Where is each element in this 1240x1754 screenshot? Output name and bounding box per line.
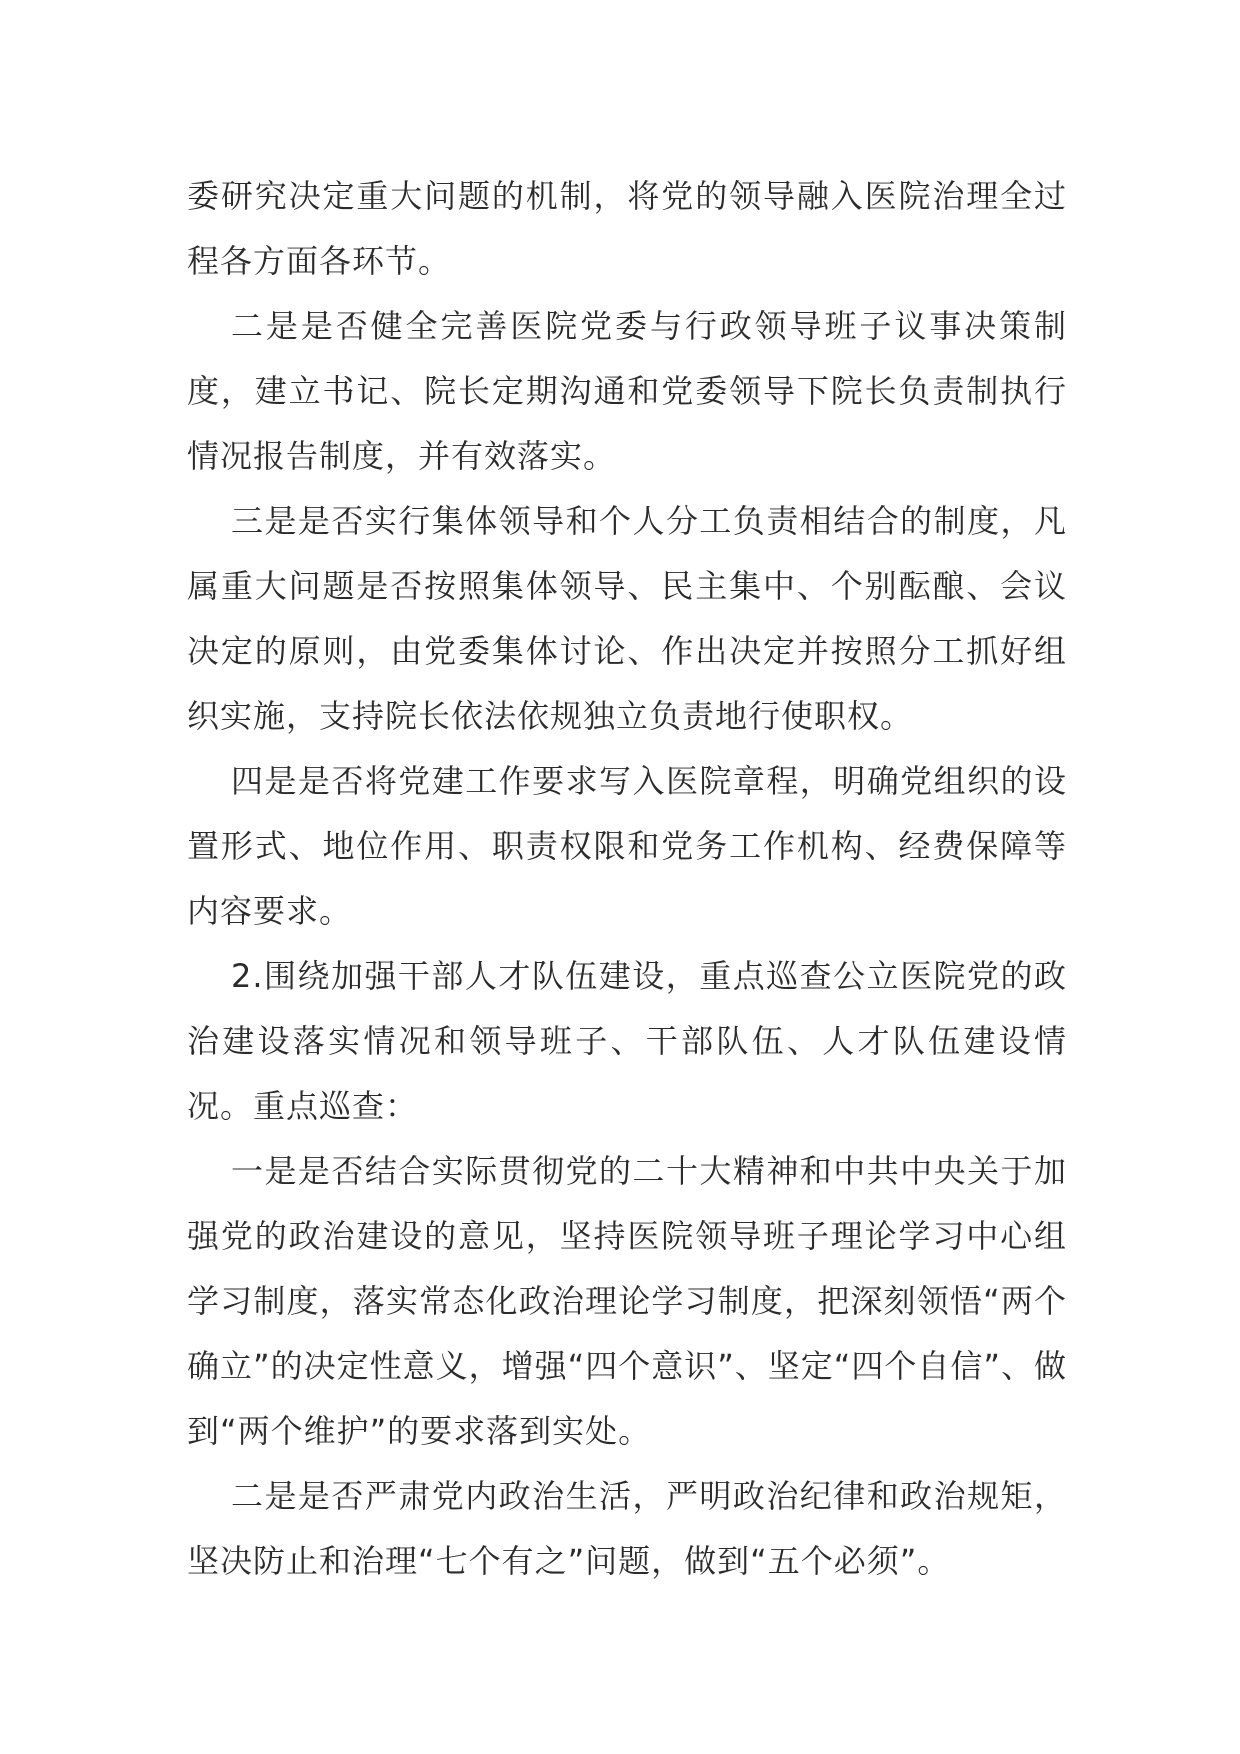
- paragraph-5: 2.围绕加强干部人才队伍建设，重点巡查公立医院党的政治建设落实情况和领导班子、干部队伍、人才队伍建设情况。重点巡查：: [187, 957, 1067, 1125]
- paragraph-4: 四是是否将党建工作要求写入医院章程，明确党组织的设置形式、地位作用、职责权限和党务工作机构、经费保障等内容要求。: [187, 762, 1067, 930]
- document-body: [187, 164, 1067, 1594]
- paragraph-1: 委研究决定重大问题的机制，将党的领导融入医院治理全过程各方面各环节。: [187, 177, 1067, 280]
- paragraph-6: 一是是否结合实际贯彻党的二十大精神和中共中央关于加强党的政治建设的意见，坚持医院领导班子理论学习中心组学习制度，落实常态化政治理论学习制度，把深刻领悟“两个确立”的决定性意义，增强“四个意识”、坚定“四个自信”、做到“两个维护”的要求落到实处。: [187, 1152, 1067, 1450]
- paragraph-3: 三是是否实行集体领导和个人分工负责相结合的制度，凡属重大问题是否按照集体领导、民主集中、个别酝酿、会议决定的原则，由党委集体讨论、作出决定并按照分工抓好组织实施，支持院长依法依规独立负责地行使职权。: [187, 502, 1067, 735]
- paragraph-2: 二是是否健全完善医院党委与行政领导班子议事决策制度，建立书记、院长定期沟通和党委领导下院长负责制执行情况报告制度，并有效落实。: [187, 307, 1067, 475]
- paragraph-7: 二是是否严肃党内政治生活，严明政治纪律和政治规矩，坚决防止和治理“七个有之”问题，做到“五个必须”。: [187, 1477, 1067, 1580]
